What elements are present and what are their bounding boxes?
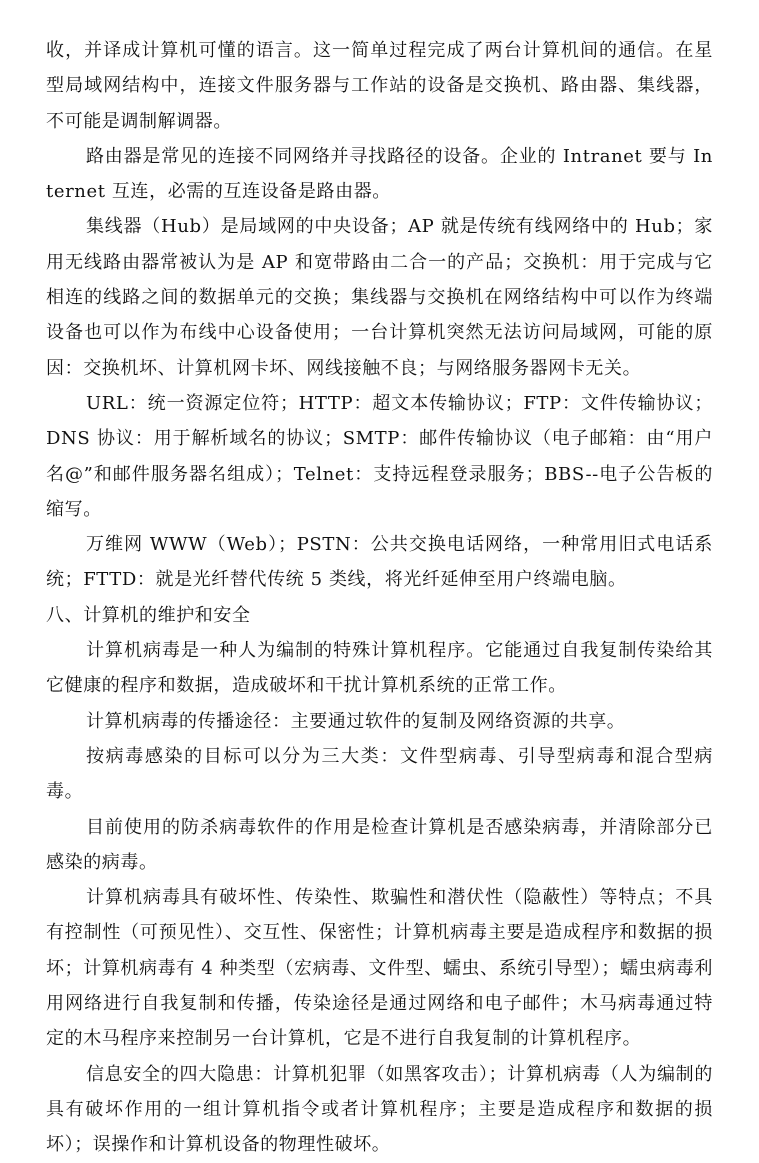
- paragraph-virus-spread: 计算机病毒的传播途径：主要通过软件的复制及网络资源的共享。: [86, 710, 626, 732]
- paragraph-virus-characteristics: 计算机病毒具有破坏性、传染性、欺骗性和潜伏性（隐蔽性）等特点；不具有控制性（可预见性）、交互性、保密性；计算机病毒主要是造成程序和数据的损坏；计算机病毒有 4 种类型（宏病毒、文件型、蠕虫、系统引导型）；蠕虫病毒利用网络进行自我复制和传播，传染途径是通过网络和电子邮件；木马病毒通过特定的木马程序来控制另一台计算机，它是不进行自我复制的计算机程序。: [46, 887, 713, 1050]
- paragraph-star-lan-devices: 收，并译成计算机可懂的语言。这一简单过程完成了两台计算机间的通信。在星型局域网结构中，连接文件服务器与工作站的设备是交换机、路由器、集线器，不可能是调制解调器。: [46, 40, 713, 132]
- paragraph-virus-categories: 按病毒感染的目标可以分为三大类：文件型病毒、引导型病毒和混合型病毒。: [46, 745, 713, 803]
- paragraph-virus-definition: 计算机病毒是一种人为编制的特殊计算机程序。它能通过自我复制传染给其它健康的程序和数据，造成破坏和干扰计算机系统的正常工作。: [46, 640, 713, 697]
- paragraph-antivirus-software: 目前使用的防杀病毒软件的作用是检查计算机是否感染病毒，并清除部分已感染的病毒。: [46, 816, 713, 873]
- paragraph-hub-switch: 集线器（Hub）是局域网的中央设备；AP 就是传统有线网络中的 Hub；家用无线路由器常被认为是 AP 和宽带路由二合一的产品；交换机：用于完成与它相连的线路之间的数据单元的交换；集线器与交换机在网络结构中可以作为终端设备也可以作为布线中心设备使用；一台计算机突然无法访问局域网，可能的原因：交换机坏、计算机网卡坏、网线接触不良；与网络服务器网卡无关。: [46, 216, 713, 379]
- section-heading-maintenance-security: 八、计算机的维护和安全: [46, 604, 251, 626]
- paragraph-protocols: URL：统一资源定位符；HTTP：超文本传输协议；FTP：文件传输协议；DNS 协议：用于解析域名的协议；SMTP：邮件传输协议（电子邮箱：由“用户名@”和邮件服务器名组成）；Telnet：支持远程登录服务；BBS--电子公告板的缩写。: [46, 392, 713, 520]
- paragraph-router: 路由器是常见的连接不同网络并寻找路径的设备。企业的 Intranet 要与 Internet 互连，必需的互连设备是路由器。: [46, 145, 713, 203]
- paragraph-security-risks: 信息安全的四大隐患：计算机犯罪（如黑客攻击）；计算机病毒（人为编制的具有破坏作用的一组计算机指令或者计算机程序；主要是造成程序和数据的损坏）；误操作和计算机设备的物理性破坏。: [46, 1063, 713, 1156]
- paragraph-www-pstn-fttd: 万维网 WWW（Web）；PSTN：公共交换电话网络，一种常用旧式电话系统；FTTD：就是光纤替代传统 5 类线，将光纤延伸至用户终端电脑。: [46, 534, 713, 591]
